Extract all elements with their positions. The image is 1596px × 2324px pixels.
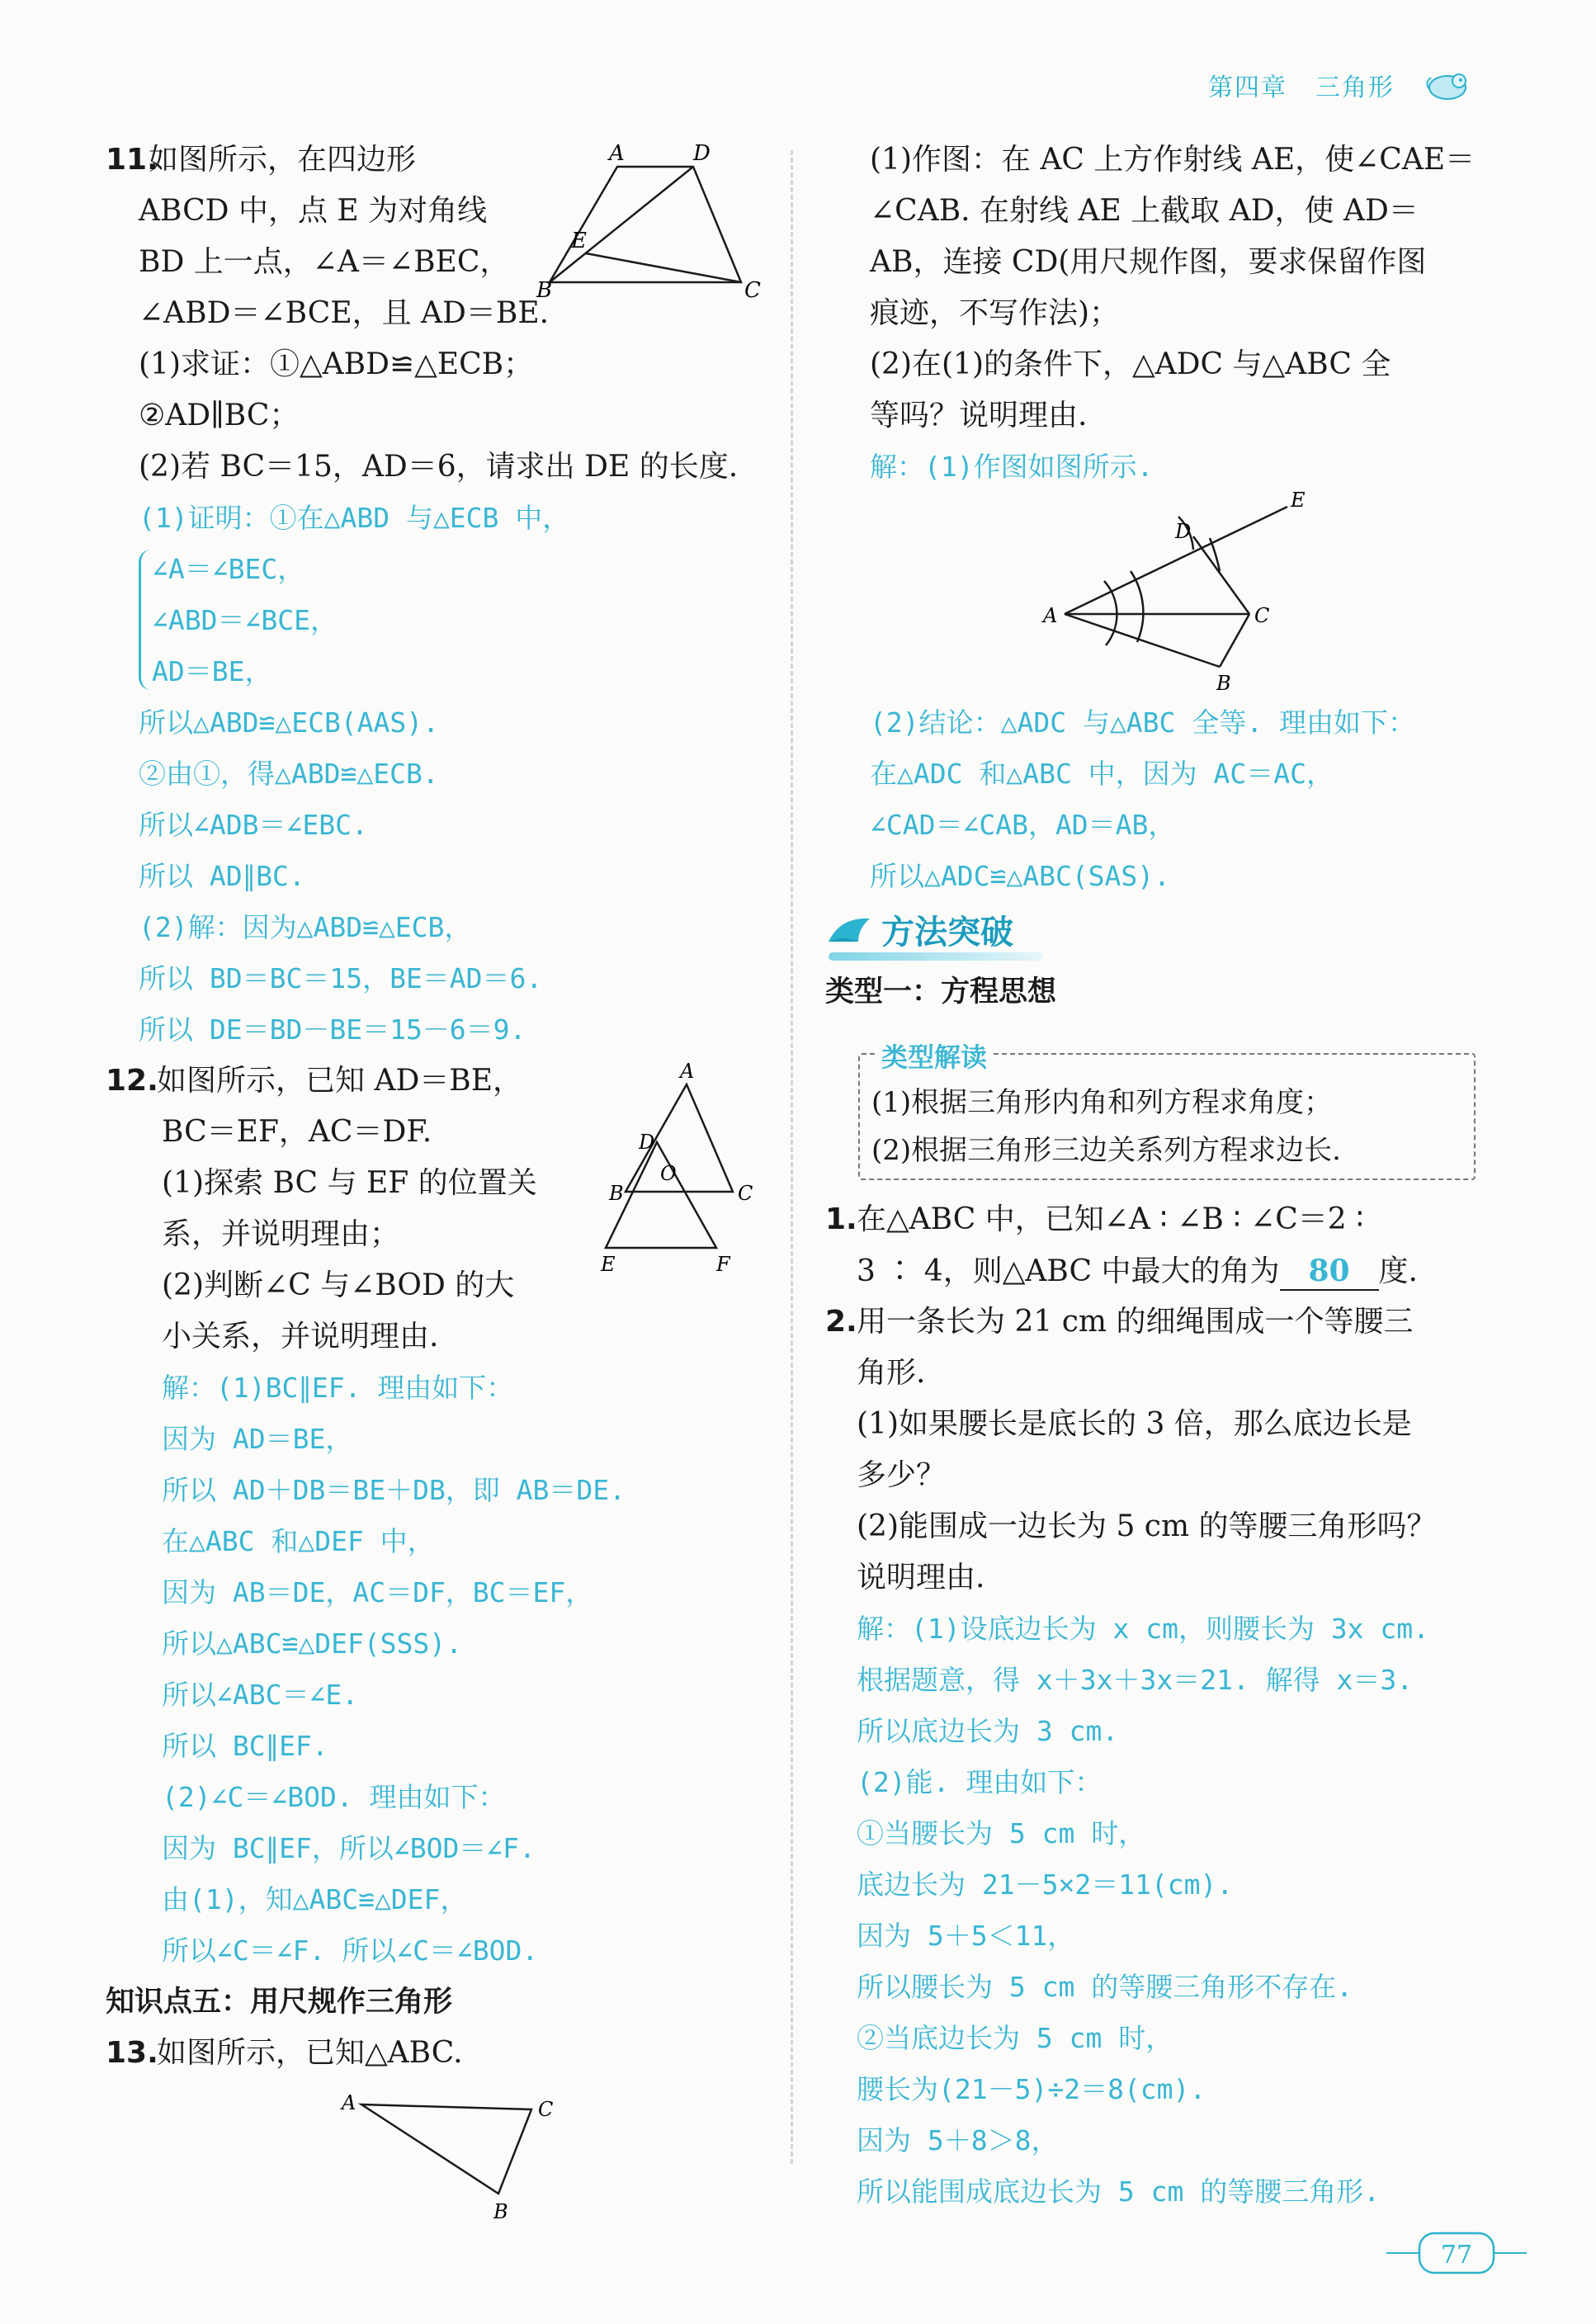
q11-line: (1)求证：①△ABD≌△ECB； xyxy=(139,347,534,381)
p1-unit: 度. xyxy=(1378,1254,1418,1288)
page-header xyxy=(1208,66,1472,104)
page-number: 77 xyxy=(1440,2241,1473,2270)
q13-cont-line: ∠CAB. 在射线 AE 上截取 AD，使 AD＝ xyxy=(870,194,1419,228)
q13-fig-label-e: E xyxy=(1291,489,1306,512)
chapter-label: 第四章 xyxy=(1208,73,1287,102)
q11-line: ∠ABD＝∠BCE，且 AD＝BE. xyxy=(139,296,550,330)
q13-cont-line: (1)作图：在 AC 上方作射线 AE，使∠CAE＝ xyxy=(870,143,1476,177)
q13-cont-line: 等吗？说明理由. xyxy=(870,399,1088,432)
q12-line: 系，并说明理由； xyxy=(162,1217,400,1251)
q11-answer-line: 所以 BD＝BC＝15，BE＝AD＝6. xyxy=(139,962,543,994)
answer-brace xyxy=(139,550,151,690)
q13-fig-label-a: A xyxy=(1043,604,1058,627)
q13-number: 13. xyxy=(106,2036,158,2070)
chapter-title: 三角形 xyxy=(1315,73,1395,102)
q11-answer-line: 所以 DE＝BD－BE＝15－6＝9. xyxy=(139,1013,526,1046)
q13-label-a: A xyxy=(342,2091,357,2114)
q13-answer-line: 在△ADC 和△ABC 中，因为 AC＝AC， xyxy=(870,758,1334,790)
q11-label-c: C xyxy=(744,278,761,303)
q12-label-e: E xyxy=(601,1253,616,1276)
q11-answer-line: 所以∠ADB＝∠EBC. xyxy=(139,809,368,841)
q12-answer-line: 因为 AB＝DE，AC＝DF，BC＝EF， xyxy=(162,1576,593,1608)
p2-line: (1)如果腰长是底长的 3 倍，那么底边长是 xyxy=(857,1407,1412,1441)
type-heading: 类型一：方程思想 xyxy=(825,975,1057,1008)
q12-answer-line: 所以 BC∥EF. xyxy=(162,1730,328,1762)
q13-cont-line: 痕迹，不写作法)； xyxy=(870,296,1120,330)
q12-label-o: O xyxy=(660,1162,677,1185)
type-explanation-line: (1)根据三角形内角和列方程求角度； xyxy=(871,1086,1333,1119)
q12-label-c: C xyxy=(738,1182,753,1205)
column-divider xyxy=(791,150,793,2164)
q13-line: 如图所示，已知△ABC. xyxy=(157,2036,463,2070)
q13-fig-label-d: D xyxy=(1175,520,1192,543)
q11-line: BD 上一点，∠A＝∠BEC， xyxy=(139,245,510,279)
q13-figure xyxy=(337,2081,584,2222)
p2-answer-line: 根据题意，得 x＋3x＋3x＝21. 解得 x＝3. xyxy=(857,1664,1414,1696)
knowledge-point-heading: 知识点五：用尺规作三角形 xyxy=(106,1986,453,2019)
q12-answer-line: (2)∠C＝∠BOD. 理由如下： xyxy=(162,1781,506,1813)
p2-line: 多少？ xyxy=(857,1458,947,1492)
p2-answer-line: ①当腰长为 5 cm 时， xyxy=(857,1817,1146,1849)
q12-label-d: D xyxy=(639,1131,655,1154)
q13-answer-line: (2)结论：△ADC 与△ABC 全等. 理由如下： xyxy=(870,706,1416,739)
q11-answer-line: AD＝BE， xyxy=(152,655,272,687)
q11-line: ②AD∥BC； xyxy=(139,399,300,432)
q11-label-b: B xyxy=(536,278,553,303)
p1-number: 1. xyxy=(825,1202,857,1236)
q12-line: (2)判断∠C 与∠BOD 的大 xyxy=(162,1268,515,1302)
type-explanation-line: (2)根据三角形三边关系列方程求边长. xyxy=(871,1134,1341,1167)
q11-line: ABCD 中，点 E 为对角线 xyxy=(139,194,488,228)
q11-answer-line: ②由①，得△ABD≌△ECB. xyxy=(139,758,439,790)
q12-line: 小关系，并说明理由. xyxy=(162,1320,439,1353)
p2-number: 2. xyxy=(825,1305,857,1339)
q11-answer-line: 所以△ABD≌△ECB(AAS). xyxy=(139,706,440,739)
q12-answer-line: 因为 AD＝BE， xyxy=(162,1423,353,1455)
q11-answer-line: (1)证明：①在△ABD 与△ECB 中， xyxy=(139,502,570,534)
q12-answer-line: 所以△ABC≌△DEF(SSS). xyxy=(162,1627,463,1660)
p1-line-2 xyxy=(857,1253,1418,1291)
bird-logo-icon xyxy=(1423,66,1472,104)
q11-label-e: E xyxy=(571,229,587,253)
section-title: 方法突破 xyxy=(881,914,1013,952)
p2-answer-line: 解：(1)设底边长为 x cm，则腰长为 3x cm. xyxy=(857,1613,1430,1645)
q13-label-b: B xyxy=(493,2200,508,2223)
p1-answer-blank: 80 xyxy=(1280,1253,1379,1291)
type-explanation-title: 类型解读 xyxy=(875,1037,994,1075)
q12-answer-line: 解：(1)BC∥EF. 理由如下： xyxy=(162,1372,514,1404)
q12-answer-line: 所以∠C＝∠F. 所以∠C＝∠BOD. xyxy=(162,1934,539,1967)
q11-number: 11. xyxy=(106,143,158,177)
q11-label-a: A xyxy=(609,141,625,166)
p2-answer-line: 底边长为 21－5×2＝11(cm). xyxy=(857,1868,1234,1901)
q12-line: (1)探索 BC 与 EF 的位置关 xyxy=(162,1166,537,1200)
q13-fig-label-c: C xyxy=(1254,604,1270,627)
q12-line: BC＝EF，AC＝DF. xyxy=(162,1115,432,1149)
q11-answer-line: ∠ABD＝∠BCE， xyxy=(152,604,338,636)
q12-number: 12. xyxy=(106,1064,158,1098)
q12-figure xyxy=(601,1060,766,1274)
p2-answer-line: 因为 5＋8＞8， xyxy=(857,2124,1059,2156)
p2-answer-line: (2)能. 理由如下： xyxy=(857,1766,1103,1798)
page-number-badge xyxy=(1386,2228,1527,2278)
q12-answer-line: 所以 AD＋DB＝BE＋DB，即 AB＝DE. xyxy=(162,1474,626,1506)
q13-cont-line: AB，连接 CD(用尺规作图，要求保留作图 xyxy=(870,245,1427,279)
p2-answer-line: 因为 5＋5＜11， xyxy=(857,1920,1075,1952)
p1-text: 3 ∶ 4，则△ABC 中最大的角为 xyxy=(857,1254,1280,1288)
p2-line: 角形. xyxy=(857,1356,926,1390)
p2-answer-line: 所以腰长为 5 cm 的等腰三角形不存在. xyxy=(857,1971,1353,2003)
p1-line: 在△ABC 中，已知∠A ∶ ∠B ∶ ∠C＝2 ∶ xyxy=(857,1202,1364,1236)
q12-label-f: F xyxy=(716,1253,730,1276)
p2-line: 说明理由. xyxy=(857,1561,985,1594)
p2-answer-line: ②当底边长为 5 cm 时， xyxy=(857,2022,1173,2054)
q11-answer-line: 所以 AD∥BC. xyxy=(139,860,305,892)
q12-label-a: A xyxy=(680,1060,695,1083)
q11-label-d: D xyxy=(693,141,711,166)
q13-cont-line: (2)在(1)的条件下，△ADC 与△ABC 全 xyxy=(870,347,1391,381)
q12-answer-line: 在△ABC 和△DEF 中， xyxy=(162,1525,435,1557)
p2-answer-line: 所以能围成底边长为 5 cm 的等腰三角形. xyxy=(857,2175,1381,2208)
q11-line: 如图所示，在四边形 xyxy=(149,143,417,177)
q11-figure xyxy=(535,141,761,303)
section-underline xyxy=(829,952,1043,961)
bird-banner-icon xyxy=(825,912,873,948)
p2-line: 用一条长为 21 cm 的细绳围成一个等腰三 xyxy=(857,1305,1414,1339)
p2-answer-line: 腰长为(21－5)÷2＝8(cm). xyxy=(857,2073,1206,2105)
q12-line: 如图所示，已知 AD＝BE， xyxy=(157,1064,523,1098)
q12-answer-line: 由(1)，知△ABC≌△DEF， xyxy=(162,1883,468,1915)
q13-fig-label-b: B xyxy=(1216,672,1231,695)
section-heading xyxy=(825,906,1013,953)
q13-answer-line: ∠CAD＝∠CAB，AD＝AB， xyxy=(870,809,1176,841)
q11-answer-line: ∠A＝∠BEC， xyxy=(152,553,305,585)
p2-answer-line: 所以底边长为 3 cm. xyxy=(857,1715,1119,1747)
q13-construction-figure xyxy=(1040,489,1370,695)
q13-label-c: C xyxy=(538,2098,554,2121)
q12-label-b: B xyxy=(609,1182,624,1205)
q12-answer-line: 所以∠ABC＝∠E. xyxy=(162,1679,359,1711)
p2-line: (2)能围成一边长为 5 cm 的等腰三角形吗？ xyxy=(857,1509,1437,1543)
q12-answer-line: 因为 BC∥EF，所以∠BOD＝∠F. xyxy=(162,1832,536,1864)
q13-answer-line: 所以△ADC≌△ABC(SAS). xyxy=(870,860,1171,892)
q11-line: (2)若 BC＝15，AD＝6，请求出 DE 的长度. xyxy=(139,450,739,484)
q13-answer-line: 解：(1)作图如图所示. xyxy=(870,451,1154,483)
q11-answer-line: (2)解：因为△ABD≌△ECB， xyxy=(139,911,472,943)
